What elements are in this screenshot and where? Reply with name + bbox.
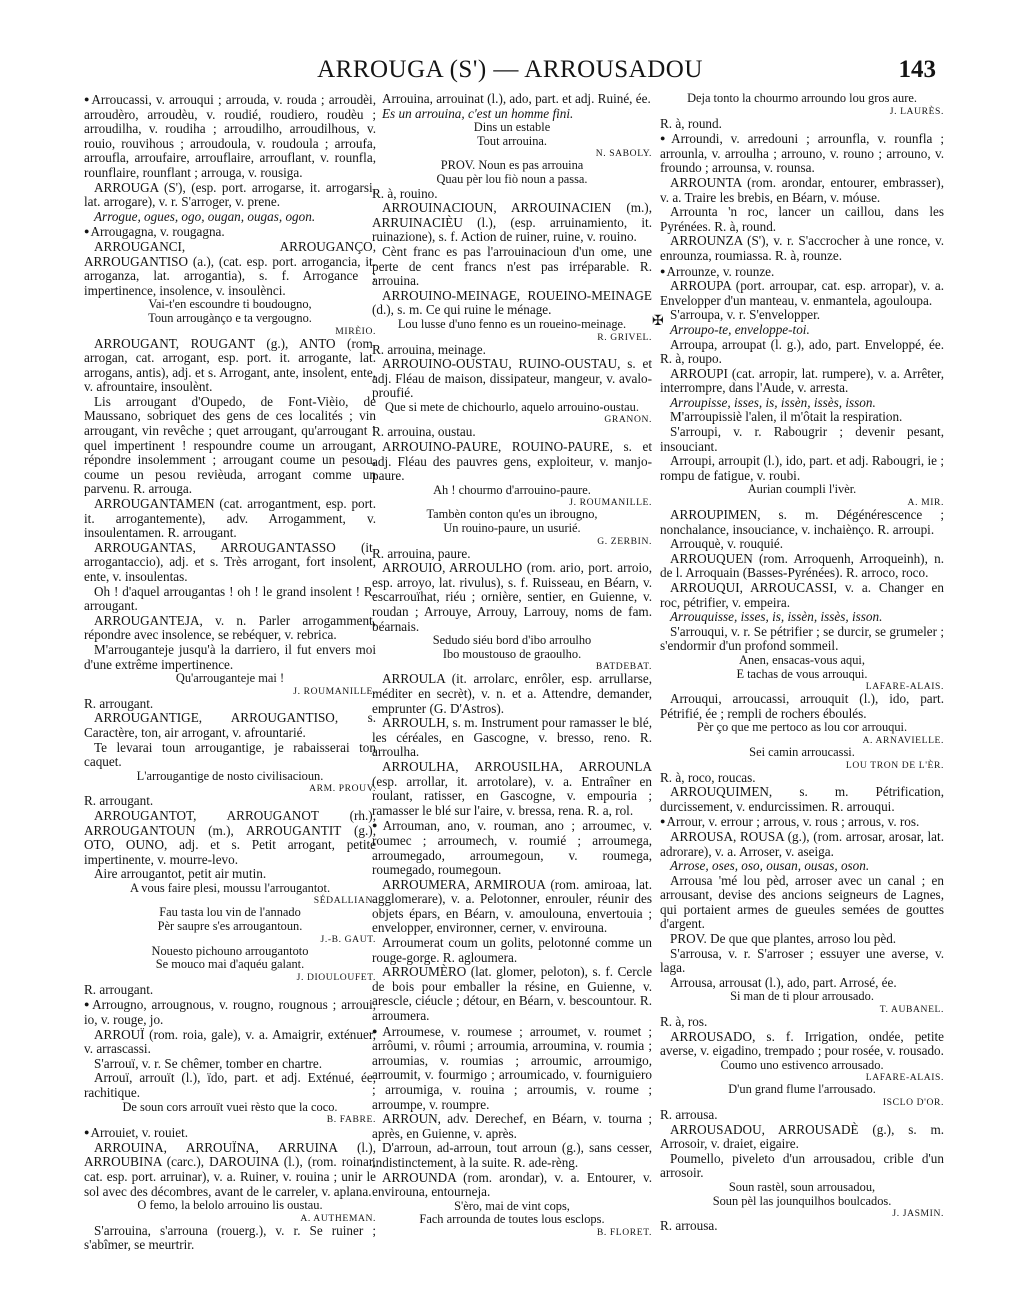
entry: S'arroupi, v. r. Rabougrir ; devenir pesant, insouciant. [660, 424, 944, 454]
example: Poumello, piveleto d'un arrousadou, crible d'un arrosoir. [660, 1150, 944, 1181]
quotation: L'arrougantige de nosto civilisacioun. [136, 768, 324, 783]
example: Arrounta 'n roc, lancer un caillou, dans les Pyrénées. R. à, round. [660, 204, 944, 234]
entry: ARROUÏ (rom. roia, gale), v. a. Amaigrir, exténuer, v. arrascassi. [84, 1026, 376, 1057]
quotation: Lou lusse d'uno fenno es un roueino-meinage. [397, 316, 627, 331]
example: Cènt franc es pas l'arrouinacioun d'un ome, une perte de cent francs n'est pas irréparable. R. arrouina. [372, 243, 652, 289]
reference: R. arrouina, oustau. [372, 424, 476, 440]
quotation-source: J. LAURÈS. [889, 105, 944, 117]
quotation: Pèr ço que me pertoco as lou cor arrouqui. [696, 720, 908, 735]
margin-mark: ✠ [652, 314, 664, 329]
quotation: Nouesto pichouno arrougantoto Se mouco mai d'aquéu galant. [151, 943, 309, 972]
quotation-source: G. ZERBIN. [597, 535, 652, 547]
quotation-source: BATDEBAT. [595, 661, 652, 673]
entry: ARROUSA, ROUSA (g.), (rom. arrosar, arosar, lat. adrorare), v. a. Arroser, v. aseiga. [660, 828, 944, 859]
entry: ARROUQUI, ARROUCASSI, v. a. Changer en roc, pétrifier, v. empeira. [660, 580, 944, 610]
reference: R. arrouina, meinage. [372, 341, 486, 357]
quotation-source: LAFARE-ALAIS. [865, 681, 944, 693]
quotation: Sei camin arroucassi. [749, 744, 855, 759]
proverb: PROV. De que que plantes, arroso lou pèd. [670, 931, 897, 947]
entry: ARROUINO-PAURE, ROUINO-PAURE, s. et adj. Fléau des pauvres gens, exploiteur, v. manjo-paure. [372, 439, 652, 484]
quotation: Si man de ti plour arrousado. [730, 989, 874, 1004]
quotation-source: LOU TRON DE L'ÈR. [845, 759, 944, 771]
quotation: S'èro, mai de vint cops, Fach arrounda de toutes lous esclops. [419, 1198, 605, 1227]
entry: ARROUINO-MEINAGE, ROUEINO-MEINAGE (d.), s. m. Ce qui ruine le ménage. [372, 287, 652, 318]
entry: ARROUPI (cat. arropir, lat. rumpere), v. a. Arrêter, interrompre, dans l'Aude, v. arresta. [660, 365, 944, 396]
conjugation: Arrouquisse, isses, is, issèn, issès, isson. [670, 609, 883, 625]
entry: ● Arrougno, arrougnous, v. rougno, rougnous ; arroui, io, v. rouge, jo. [84, 997, 376, 1027]
column-1 [84, 92, 376, 1253]
entry: ● Arroumese, v. roumese ; arroumet, v. roumet ; arrôumi, v. rôumi ; arroumia, arroumina, v. roumia ; arroumias, v. roumias ; arroumic, arroumigo, arroumit, v. fourmigo ; arroumicado, v. fourniguiero ; arroumiga, v. rouina ; arroumis, v. roume ; arroumpe, v. roumpre. [372, 1024, 652, 1113]
entry: ARROUGANT, ROUGANT (g.), ANTO (rom. arrogan, cat. arrogant, esp. port. it. arrogante, lat. arrogans, antis), adj. et s. Arrogant, ante, insolent, ente, v. afrountaire, insoulènt. [84, 335, 376, 395]
entry: ARROUGANTIGE, ARROUGANTISO, s. Caractère, ton, air arrogant, v. afrountarié. [84, 710, 376, 740]
quotation-source: R. GRIVEL. [597, 331, 652, 343]
entry: ● Arrougagna, v. rougagna. [84, 224, 376, 240]
entry: ● Arroundi, v. arredouni ; arrounfla, v. rounfla ; arrounla, v. arroulha ; arrouno, v. rouno ; arrouno, v. froundo ; arrounsa, v. rounsa. [660, 131, 944, 176]
entry: ARROUNDA (rom. arondar), v. a. Entourer, v. envirouna, entourneja. [372, 1169, 652, 1200]
quotation: Soun rastèl, soun arrousadou, Soun pèl las jounquilhos boulcados. [712, 1179, 892, 1208]
quotation-source: J. ROUMANILLE. [569, 497, 652, 509]
entry: Arrouquè, v. rouquié. [670, 536, 784, 552]
reference: R. à, ros. [660, 1014, 708, 1030]
quotation-source: J. DIOULOUFET. [296, 971, 376, 983]
entry: ● Arrouiet, v. rouiet. [84, 1125, 376, 1141]
quotation: Dins un estable Tout arrouina. [473, 120, 551, 148]
quotation-source: MIRÈIO. [335, 325, 376, 337]
example: M'arroupissiè l'alen, il m'ôtait la respiration. [670, 409, 903, 425]
entry: ● Arrouman, ano, v. rouman, ano ; arroumec, v. roumec ; arroumech, v. roumié ; arroumega, arroumegado, arroumegoun, v. roumega, roumegado, roumegoun. [372, 818, 652, 877]
entry: ARROUPIMEN, s. m. Dégénérescence ; nonchalance, insouciance, v. inchaiènço. R. arroupi. [660, 507, 944, 537]
column-3 [660, 92, 944, 1234]
entry: ● Arrounze, v. rounze. [660, 264, 944, 280]
entry: Arrouqui, arroucassi, arrouquit (l.), ido, part. Pétrifié, ée ; rempli de rochers éboulés. [660, 691, 944, 721]
entry: ARROUGANTAS, ARROUGANTASSO (it. arrogantaccio), adj. et s. Très arrogant, fort insolent, ente, v. insoulentas. [84, 539, 376, 584]
entry: ARROUGANTAMEN (cat. arrogantment, esp. port. it. arrogantemente), adv. Arrogamment, v. insoulentamen. R. arrougant. [84, 496, 376, 541]
entry: ARROUMÈRO (lat. glomer, peloton), s. f. Cercle de bois pour emballer la résine, en Guienne, v. arescle, ciéucle ; détour, en Béarn, v. bescountour. R. arroumera. [372, 964, 652, 1024]
conjugation: Arroupisse, isses, is, issèn, issès, isson. [670, 394, 876, 410]
example: Te levarai toun arrougantige, je rabaisserai ton caquet. [84, 739, 376, 770]
entry: ARROUQUEN (rom. Arroquenh, Arroqueinh), n. de l. Arroquain (Basses-Pyrénées). R. arroco, roco. [660, 550, 944, 581]
conjugation: Arrogue, ogues, ogo, ougan, ougas, ogon. [94, 208, 316, 224]
entry: ARROUPA (port. arroupar, cat. esp. arropar), v. a. Envelopper d'un manteau, v. enmantela, agouloupa. [660, 278, 944, 308]
quotation-source: B. FLORET. [596, 1226, 652, 1238]
quotation: A vous faire plesi, moussu l'arrougantot. [129, 880, 331, 895]
entry: Arrouina, arrouinat (l.), ado, part. et adj. Ruiné, ée. [382, 91, 651, 106]
column-2 [372, 92, 652, 1238]
header-title: ARROUGA (S') — ARROUSADOU [317, 56, 703, 83]
entry: S'arrouï, v. r. Se chêmer, tomber en chartre. [94, 1055, 323, 1071]
entry: S'arrousa, v. r. S'arroser ; essuyer une averse, v. laga. [660, 945, 944, 976]
quotation-source: J. JASMIN. [892, 1208, 944, 1220]
entry: Arrousa, arrousat (l.), ado, part. Arrosé, ée. [670, 974, 897, 990]
entry: ARROUGA (S'), (esp. port. arrogarse, it. arrogarsi, lat. arrogare), v. r. S'arroger, v. prene. [84, 179, 376, 210]
proverb: PROV. Noun es pas arrouina Quau pèr lou fiò noun a passa. [436, 158, 588, 186]
entry: ARROUINA, ARROUÏNA, ARRUINA (l.), ARROUBINA (carc.), DAROUINA (l.), (rom. roinar, cat. esp. port. arruinar), v. a. Ruiner, v. rouina ; unir le sol avec des décombres, avant de le carreler, v. aplana. [84, 1139, 376, 1199]
entry: ARROULHA, ARROUSILHA, ARROUNLA (esp. arrollar, it. arrotolare), v. a. Entraîner en roulant, ratisser, en Gascogne, v. empouria ; ramasser le blé sur l'aire, v. bressa, rena. R. a, rol. [372, 758, 652, 818]
quotation: Ah ! chourmo d'arrouino-paure. [433, 482, 591, 497]
quotation: Vai-t'en escoundre ti boudougno, Toun arrougànço e ta vergougno. [148, 297, 312, 325]
quotation: Coumo uno estivenco arrousado. [720, 1057, 884, 1072]
quotation-source: SÉDALLIAN. [313, 895, 376, 907]
page-number: 143 [898, 56, 936, 83]
quotation-source: T. AUBANEL. [879, 1004, 944, 1016]
entry: ARROUN, adv. Derechef, en Béarn, v. tourna ; après, en Guienne, v. après. [372, 1111, 652, 1141]
quotation-source: B. FABRE. [326, 1114, 376, 1126]
reference: R. arrougant. [84, 695, 154, 711]
quotation: De soun cors arrouït vuei rèsto que la coco. [122, 1099, 338, 1114]
quotation: Aurian coumpli l'ivèr. [747, 482, 857, 497]
entry: ARROUSADO, s. f. Irrigation, ondée, petite averse, v. eigadino, trempado ; pour rosée, v. rousado. [660, 1028, 944, 1059]
quotation-source: J. ROUMANILLE. [293, 685, 376, 697]
reference: R. arrousa. [660, 1218, 718, 1234]
entry: ARROUINACIOUN, ARROUINACIEN (m.), ARRUINACIÈU (l.), (esp. arruinamiento, it. ruinazione), s. f. Action de ruiner, ruine, v. rouino. [372, 200, 652, 245]
quotation-source: A. ARNAVIELLE. [862, 734, 944, 746]
quotation-source: ISCLO D'OR. [882, 1097, 944, 1108]
conjugation: Arrose, oses, oso, ousan, ousas, oson. [670, 858, 870, 874]
entry: Arrouï, arrouït (l.), ïdo, part. et adj. Exténué, ée, rachitique. [84, 1070, 376, 1100]
quotation: Deja tonto la chourmo arroundo lou gros aure. [687, 91, 917, 105]
example: Arrousa 'mé lou pèd, arroser avec un canal ; en arrousant, devise des ancions seigneurs de Lagnes, qui portaient armes de gueules semées de gouttes d'argent. [660, 872, 944, 932]
quotation: Que si mete de chichourlo, aquelo arrouino-oustau. [385, 399, 639, 414]
reference: R. à, roco, roucas. [660, 769, 756, 785]
entry: ARROULH, s. m. Instrument pour ramasser le blé, les céréales, en Gascogne, v. bresso, reno. R. arroulha. [372, 715, 652, 760]
entry: ARROUNTA (rom. arondar, entourer, embrasser), v. a. Traire les brebis, en Béarn, v. móuse. [660, 174, 944, 205]
quotation: Fau tasta lou vin de l'annado Pèr saupre s'es arrougantoun. [157, 905, 303, 934]
entry: ARROUGANTOT, ARROUGANOT (rh.), ARROUGANTOUN (m.), ARROUGANTIT (g.), OTO, OUNO, adj. et s. Petit arrogant, petite impertinente, v. mourre-levo. [84, 807, 376, 867]
example: Aire arrougantot, petit air mutin. [94, 866, 267, 882]
example: Oh ! d'aquel arrougantas ! oh ! le grand insolent ! R. arrougant. [84, 583, 376, 614]
quotation-source: J.-B. GAUT. [320, 933, 376, 945]
reference: R. arrougant. [84, 793, 154, 809]
example: D'arroun, ad-arroun, tout arroun (g.), sans cesser, indistinctement, à la suite. R. ade-rèng. [372, 1140, 652, 1170]
entry: ● Arroucassi, v. arrouqui ; arrouda, v. rouda ; arroudèi, arroudèro, arroudèu, v. roudié, roudiero, roudèu ; arroudilha, v. roudiha ; arroudilho, arroudilhous, v. rouio, rouvihous ; arroudoula, v. roudoula ; arroufa, arroufla, arroufaire, arrouflaire, arrouflant, v. rounfla, rounflaire, rounflant ; arrouga, v. rousiga. [84, 92, 376, 181]
entry: Arroupi, arroupit (l.), ido, part. et adj. Rabougri, ie ; rompu de fatigue, v. roubi. [660, 453, 944, 483]
quotation: O femo, la belolo arrouino lis oustau. [137, 1198, 323, 1213]
example: M'arrouganteje jusqu'à la darriero, il fut envers moi d'une extrême impertinence. [84, 641, 376, 672]
running-header [84, 56, 936, 88]
entry: ARROUSADOU, ARROUSADÈ (g.), s. m. Arrosoir, v. draiet, eigaire. [660, 1121, 944, 1152]
quotation: Sedudo siéu bord d'ibo arroulho Ibo moustouso de graoulho. [432, 633, 592, 661]
example: Lis arrougant d'Oupedo, de Font-Vièio, de Maussano, sobriquet des gens de ces localités ; vin arrougant, vin revêche ; quet arrougant, qu'arrougant ! quel impertinent ! respoundre coume un arrougant, répondre insolemment ; arrougant coume un pesou, coume un pesou revièuda, arrogant comme un parvenu. R. arrouga. [84, 393, 376, 497]
entry: ARROULA (it. arrolarc, enrôler, esp. arrullarse, méditer en secrèt), v. n. et a. Attendre, demander, emprunter (G. D'Astros). [372, 671, 652, 716]
entry: ARROUIO, ARROULHO (rom. ario, port. arroio, esp. arroyo, lat. rivulus), s. f. Ruisseau, en Béarn, v. escarrouïhat, riéu ; ornière, sentier, en Guienne, v. roudan ; Arrouye, Arrouy, Larrouy, noms de fam. béarnais. [372, 560, 652, 634]
entry: S'arroupa, v. r. S'envelopper. [670, 307, 821, 323]
reference: R. à, round. [660, 115, 722, 131]
example: Arroupo-te, enveloppe-toi. [670, 321, 810, 337]
quotation-source: LAFARE-ALAIS. [865, 1072, 944, 1084]
reference: R. arrougant. [84, 981, 154, 997]
entry: S'arrouqui, v. r. Se pétrifier ; se durcir, se grumeler ; s'endormir d'un profond sommeil. [660, 623, 944, 654]
quotation-source: ARM. PROUV. [309, 783, 376, 795]
reference: R. à, rouino. [372, 185, 438, 201]
quotation-source: A. MIR. [907, 497, 944, 509]
entry: S'arrouina, s'arrouna (rouerg.), v. r. Se ruiner ; s'abîmer, se meurtrir. [84, 1222, 376, 1253]
entry: ● Arrour, v. errour ; arrous, v. rous ; arrous, v. ros. [660, 814, 944, 830]
quotation-source: N. SABOLY. [595, 148, 652, 160]
quotation: D'un grand flume l'arrousado. [728, 1082, 876, 1097]
example: Es un arrouina, c'est un homme fini. [382, 105, 574, 121]
quotation: Anen, ensacas-vous aqui, E tachas de vous arrouqui. [736, 652, 868, 681]
quotation: Tambèn conton qu'es un ibrougno, Un rouino-paure, un usurié. [426, 507, 598, 536]
quotation-source: A. AUTHEMAN. [300, 1212, 376, 1224]
entry: ARROUGANCI, ARROUGANÇO, ARROUGANTISO (a.), (cat. esp. port. arrogancia, it. arroganza, lat. arrogantia), s. f. Arrogance ; impertinence, insolence, v. insoulènci. [84, 238, 376, 298]
quotation-source: GRANON. [604, 414, 652, 426]
entry: ARROUGANTEJA, v. n. Parler arrogamment, répondre avec insolence, se rebéquer, v. rebrica. [84, 612, 376, 643]
example: Arroumerat coum un golits, pelotonné comme un rouge-gorge. R. agloumera. [372, 935, 652, 965]
entry: ARROUINO-OUSTAU, RUINO-OUSTAU, s. et adj. Fléau de maison, dissipateur, mangeur, v. avalo-proufié. [372, 356, 652, 401]
entry: ARROUNZA (S'), v. r. S'accrocher à une ronce, v. enrounza, roumiassa. R. à, rounze. [660, 233, 944, 263]
entry: Arroupa, arroupat (l. g.), ado, part. Enveloppé, ée. R. à, roupo. [660, 336, 944, 367]
entry: ARROUMERA, ARMIROUA (rom. amiroaa, lat. agglomerare), v. a. Pelotonner, enrouler, réunir des objets épars, en Béarn, v. amoulouna, envertouia ; envelopper, environner, cerner, v. envirouna. [372, 876, 652, 936]
quotation: Qu'arrouganteje mai ! [175, 671, 285, 686]
reference: R. arrouina, paure. [372, 545, 471, 561]
reference: R. arrousa. [660, 1107, 718, 1122]
entry: ARROUQUIMEN, s. m. Pétrification, durcissement, v. endurcissimen. R. arrouqui. [660, 784, 944, 814]
